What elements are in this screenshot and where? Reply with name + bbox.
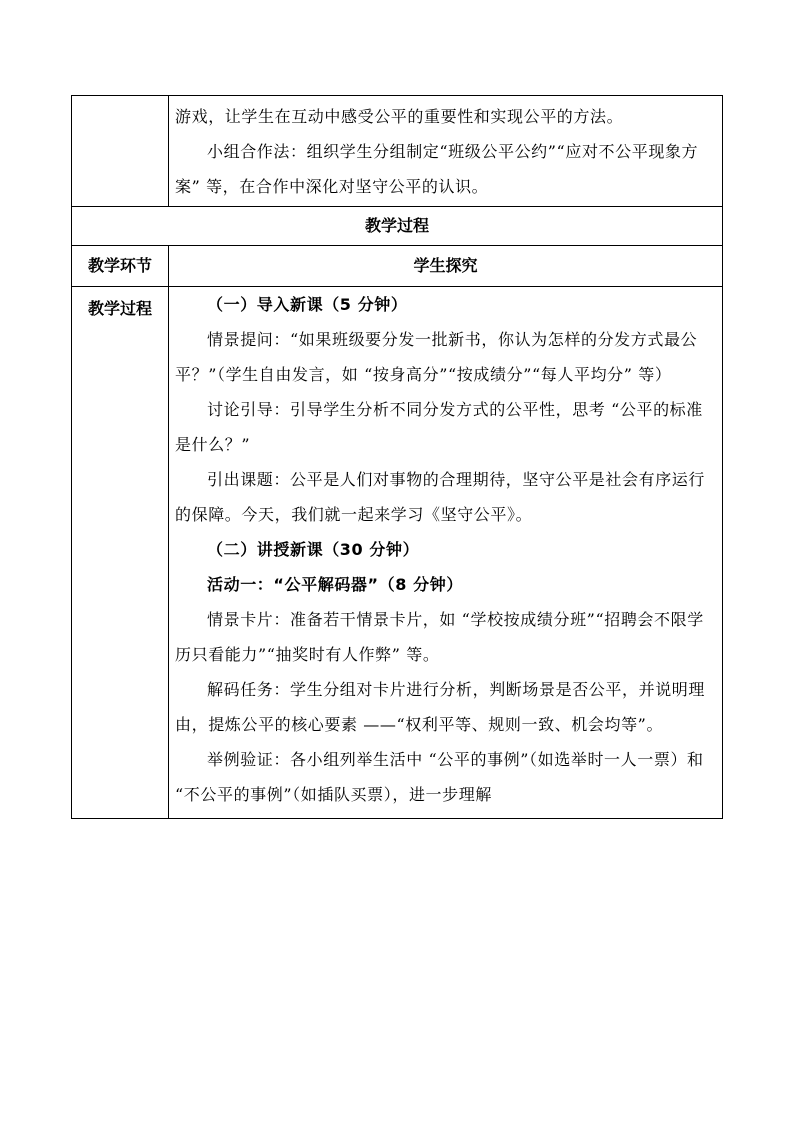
paragraph-example-verify: 举例验证：各小组列举生活中 “公平的事例”（如选举时一人一票）和 “不公平的事例”（如插队买票），进一步理解 xyxy=(175,750,704,804)
intro-row xyxy=(72,96,723,207)
paragraph-scenario-cards: 情景卡片：准备若干情景卡片，如 “学校按成绩分班”“招聘会不限学历只看能力”“抽奖时有人作弊” 等。 xyxy=(175,610,704,664)
heading-import-lesson: （一）导入新课（5 分钟） xyxy=(207,295,408,314)
section-title-row xyxy=(72,207,723,246)
heading-new-lesson: （二）讲授新课（30 分钟） xyxy=(207,540,420,559)
header-row xyxy=(72,246,723,287)
intro-paragraph-1: 游戏，让学生在互动中感受公平的重要性和实现公平的方法。 xyxy=(175,107,624,126)
paragraph-scenario-question: 情景提问：“如果班级要分发一批新书，你认为怎样的分发方式最公平？”（学生自由发言，如 “按身高分”“按成绩分”“每人平均分” 等） xyxy=(175,330,698,384)
lesson-table xyxy=(71,95,723,819)
process-content-cell xyxy=(169,287,723,819)
intro-right-cell xyxy=(169,96,723,207)
process-label: 教学过程 xyxy=(72,287,169,819)
header-teaching-stage: 教学环节 xyxy=(72,246,169,287)
intro-paragraph-2: 小组合作法：组织学生分组制定“班级公平公约”“应对不公平现象方案” 等，在合作中深化对坚守公平的认识。 xyxy=(175,142,699,196)
header-student-inquiry: 学生探究 xyxy=(169,246,723,287)
section-title: 教学过程 xyxy=(72,207,723,246)
process-row xyxy=(72,287,723,819)
intro-left-cell xyxy=(72,96,169,207)
heading-activity-one: 活动一：“公平解码器”（8 分钟） xyxy=(207,575,463,594)
paragraph-decode-task: 解码任务：学生分组对卡片进行分析，判断场景是否公平，并说明理由，提炼公平的核心要素 ——“权利平等、规则一致、机会均等”。 xyxy=(175,680,706,734)
paragraph-introduce-topic: 引出课题：公平是人们对事物的合理期待，坚守公平是社会有序运行的保障。今天，我们就一起来学习《坚守公平》。 xyxy=(175,470,706,524)
paragraph-discussion-guide: 讨论引导：引导学生分析不同分发方式的公平性，思考 “公平的标准是什么？” xyxy=(175,400,703,454)
